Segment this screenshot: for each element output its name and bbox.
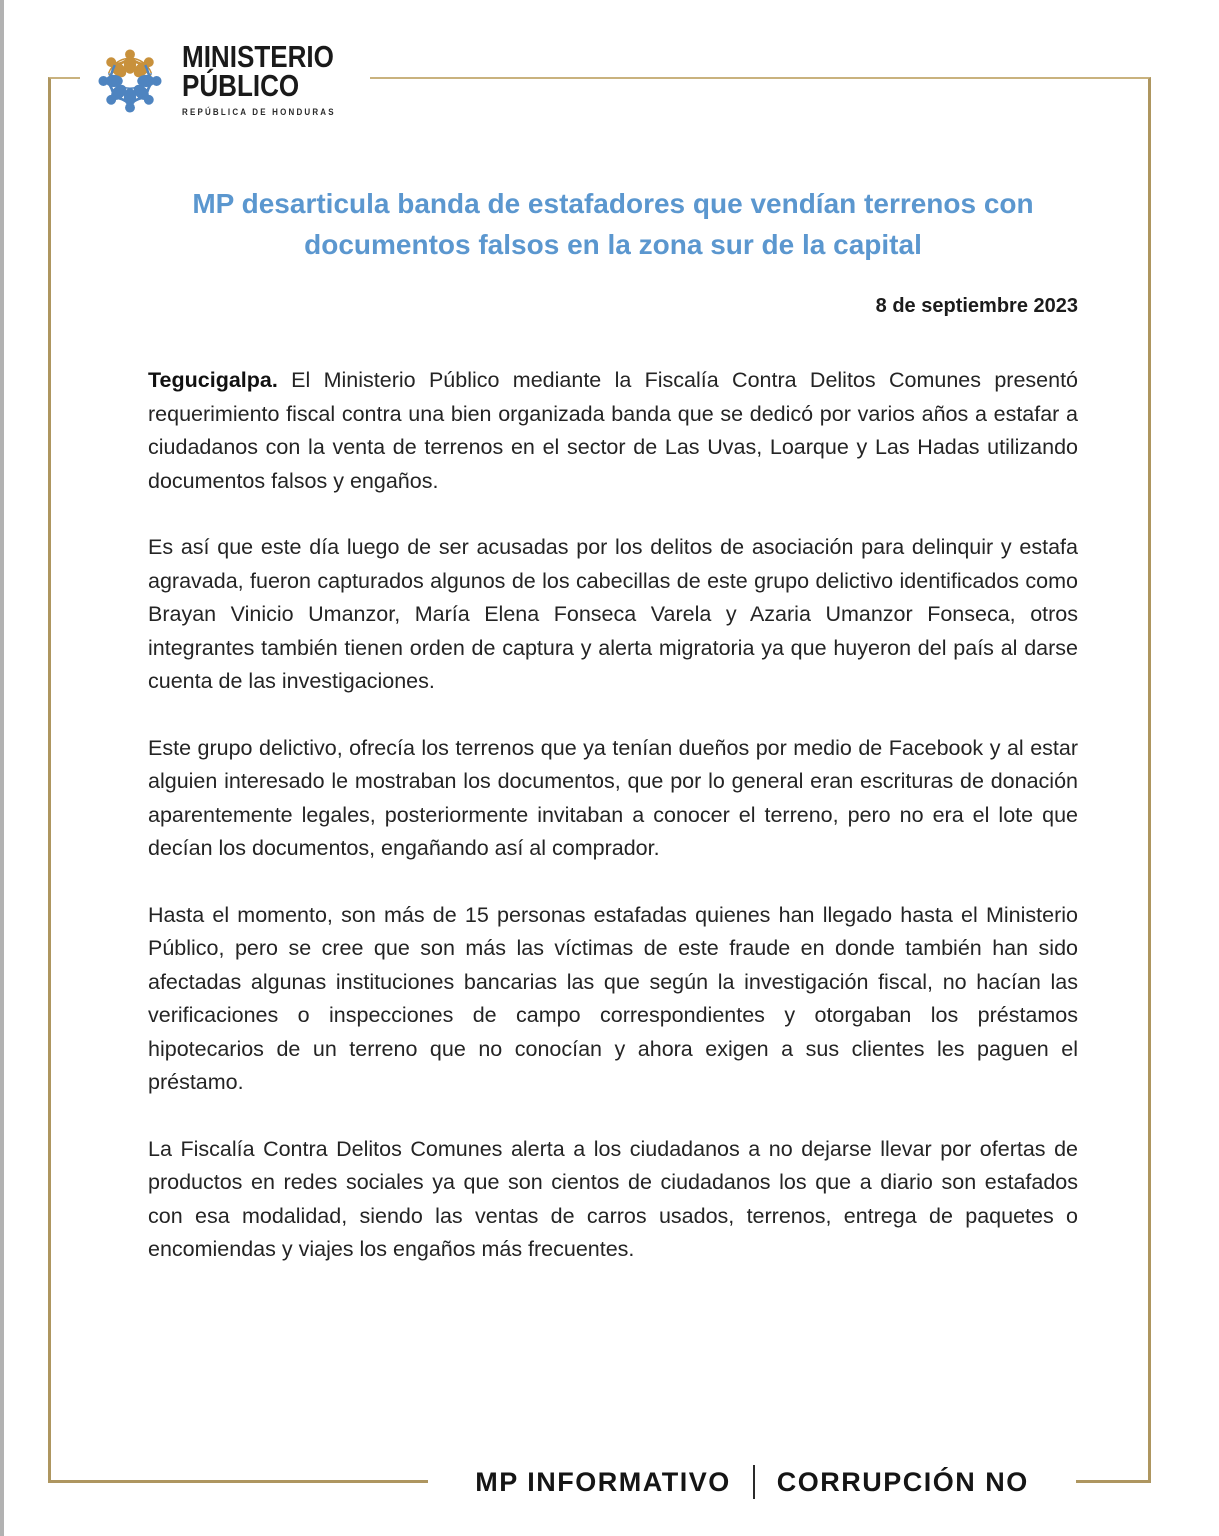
paragraph-5: La Fiscalía Contra Delitos Comunes alerta a los ciudadanos a no dejarse llevar por ofertas de productos en redes sociales ya que son cientos de ciudadanos los que a diario son estafados con esa modalidad, siendo las ventas de carros usados, terrenos, entrega de paquetes o encomiendas y viajes los engaños más frecuentes. [148, 1136, 1078, 1261]
footer-band [428, 1459, 1076, 1505]
footer-mp-informativo: MP INFORMATIVO [475, 1466, 731, 1497]
footer-separator [753, 1465, 755, 1499]
article-body [148, 364, 1078, 1300]
article-date: 8 de septiembre 2023 [875, 295, 1078, 317]
paragraph-4: Hasta el momento, son más de 15 personas estafadas quienes han llegado hasta el Ministerio Público, pero se cree que son más las víctimas de este fraude en donde también han sido afectadas algunas instituciones bancarias las que según la investigación fiscal, no hacían las verificaciones o inspecciones de campo correspondientes y otorgaban los préstamos hipotecarios de un terreno que no conocían y ahora exigen a sus clientes les paguen el préstamo. [148, 902, 1078, 1094]
logo-name-line2: PÚBLICO [182, 68, 300, 103]
footer-corrupcion-no: CORRUPCIÓN NO [776, 1466, 1029, 1497]
headline-line2: documentos falsos en la zona sur de la capital [304, 229, 922, 260]
paragraph-3: Este grupo delictivo, ofrecía los terrenos que ya tenían dueños por medio de Facebook y al estar alguien interesado le mostraban los documentos, que por lo general eran escrituras de donación aparentemente legales, posteriormente invitaban a conocer el terreno, pero no era el lote que decían los documentos, engañando así al comprador. [148, 735, 1078, 860]
paragraph-1 [148, 364, 1078, 498]
scan-edge [0, 0, 4, 1536]
paragraph-1-text: El Ministerio Público mediante la Fiscalía Contra Delitos Comunes presentó requerimiento fiscal contra una bien organizada banda que se dedicó por varios años a estafar a ciudadanos con la venta de terrenos en el sector de Las Uvas, Loarque y Las Hadas utilizando documentos falsos y engaños. [148, 368, 1078, 493]
logo-name-line1: MINISTERIO [182, 39, 334, 74]
dateline-lead: Tegucigalpa. [148, 368, 278, 392]
article-headline [148, 183, 1078, 265]
logo-subtitle: REPÚBLICA DE HONDURAS [182, 107, 336, 118]
paragraph-2: Es así que este día luego de ser acusadas por los delitos de asociación para delinquir y estafa agravada, fueron capturados algunos de los cabecillas de este grupo delictivo identificados como Brayan Vinicio Umanzor, María Elena Fonseca Varela y Azaria Umanzor Fonseca, otros integrantes también tienen orden de captura y alerta migratoria ya que huyeron del país al darse cuenta de las investigaciones. [148, 535, 1078, 693]
ministerio-publico-logo [80, 28, 370, 140]
people-circle-emblem-icon [92, 43, 168, 119]
logo-wordmark [182, 39, 336, 118]
headline-line1: MP desarticula banda de estafadores que vendían terrenos con [192, 188, 1034, 219]
